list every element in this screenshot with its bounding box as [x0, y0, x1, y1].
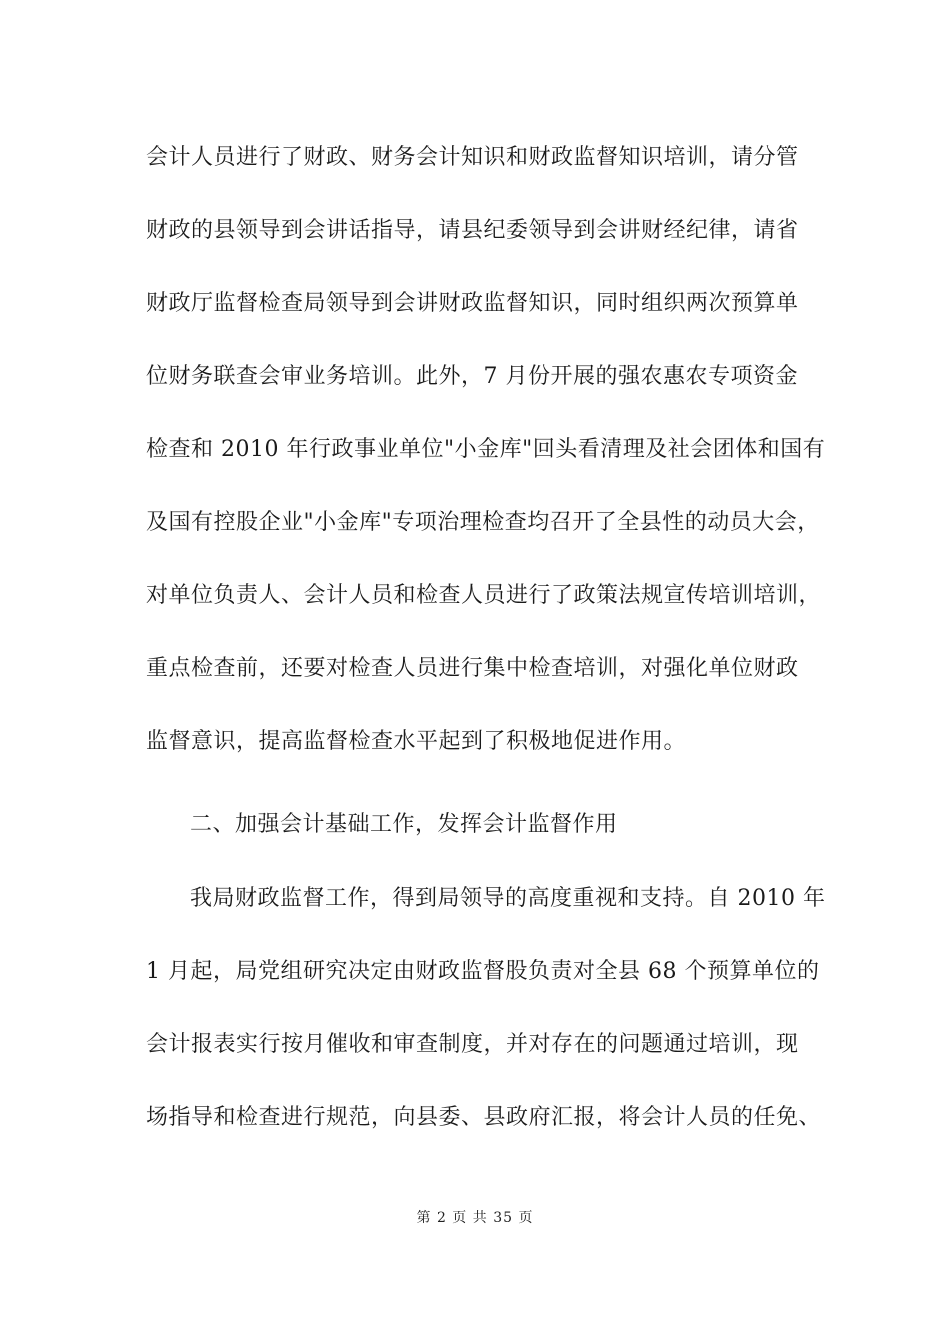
text-line: 1 月起，局党组研究决定由财政监督股负责对全县 68 个预算单位的 [146, 959, 820, 984]
text-line: 对单位负责人、会计人员和检查人员进行了政策法规宣传培训培训， [146, 583, 822, 608]
text-line: 位财务联查会审业务培训。此外，7 月份开展的强农惠农专项资金 [146, 364, 798, 389]
text-line: 财政厅监督检查局领导到会讲财政监督知识，同时组织两次预算单 [146, 291, 799, 316]
text-line: 监督意识，提高监督检查水平起到了积极地促进作用。 [146, 729, 687, 754]
page-number: 第 2 页 共 35 页 [416, 1210, 534, 1226]
section-heading: 二、加强会计基础工作，发挥会计监督作用 [190, 812, 618, 837]
text-line: 检查和 2010 年行政事业单位"小金库"回头看清理及社会团体和国有 [146, 437, 826, 462]
text-line: 我局财政监督工作，得到局领导的高度重视和支持。自 2010 年 [190, 886, 826, 911]
text-line: 场指导和检查进行规范，向县委、县政府汇报，将会计人员的任免、 [146, 1105, 822, 1130]
text-line: 会计报表实行按月催收和审查制度，并对存在的问题通过培训，现 [146, 1032, 799, 1057]
text-line: 财政的县领导到会讲话指导，请县纪委领导到会讲财经纪律，请省 [146, 218, 799, 243]
text-line: 及国有控股企业"小金库"专项治理检查均召开了全县性的动员大会， [146, 510, 820, 535]
page-footer [0, 1208, 950, 1228]
text-line: 重点检查前，还要对检查人员进行集中检查培训，对强化单位财政 [146, 656, 799, 681]
text-line: 会计人员进行了财政、财务会计知识和财政监督知识培训，请分管 [146, 145, 799, 170]
